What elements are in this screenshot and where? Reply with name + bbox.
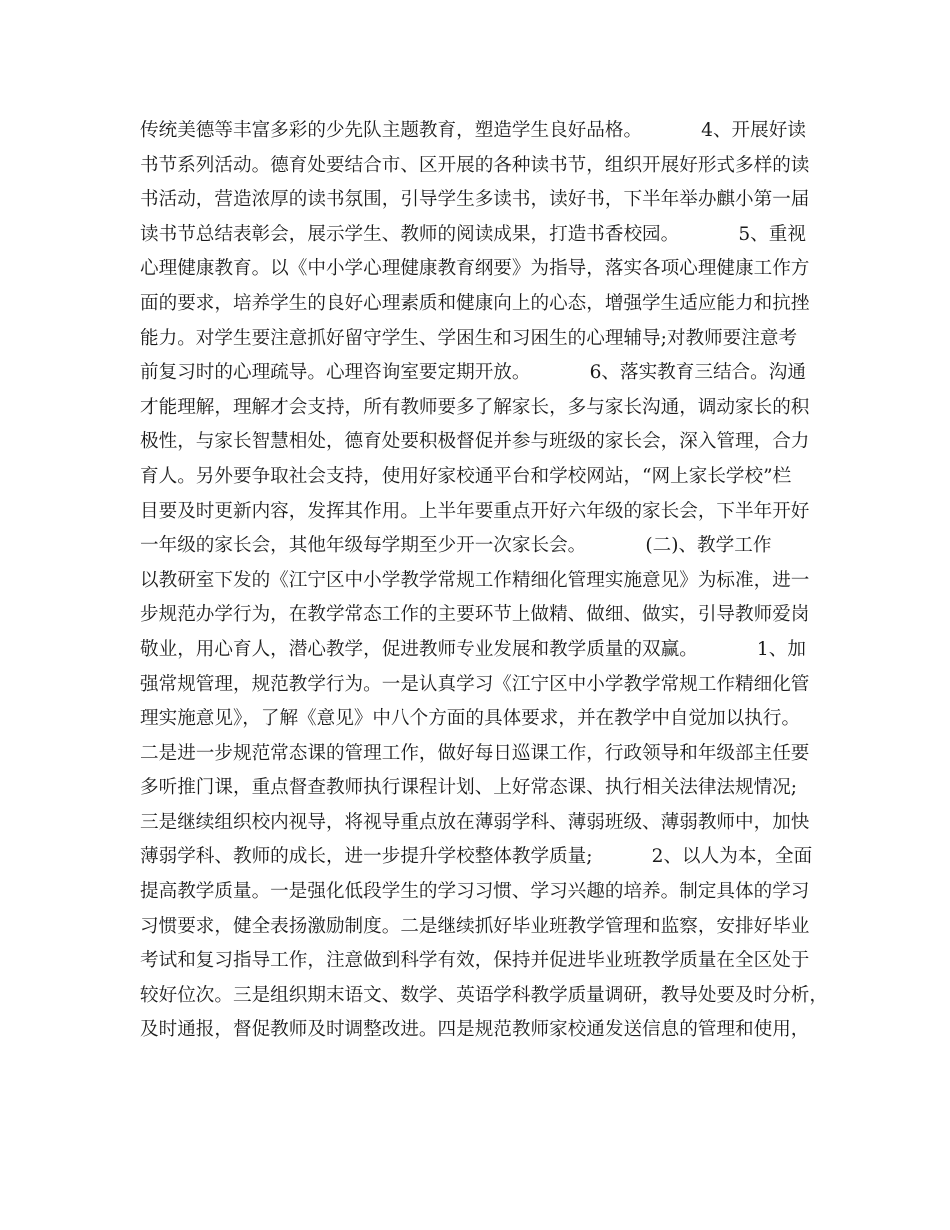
text-line: 目要及时更新内容，发挥其作用。上半年要重点开好六年级的家长会，下半年开好 <box>140 500 810 522</box>
text-line: 书活动，营造浓厚的读书氛围，引导学生多读书，读好书，下半年举办麒小第一届 <box>140 189 810 211</box>
text-line: 多听推门课，重点督查教师执行课程计划、上好常态课、执行相关法律法规情况; <box>140 777 798 799</box>
text-line: 育人。另外要争取社会支持，使用好家校通平台和学校网站，“网上家长学校”栏 <box>140 465 792 487</box>
text-line: 三是继续组织校内视导，将视导重点放在薄弱学科、薄弱班级、薄弱教师中，加快 <box>140 811 810 833</box>
text-line: 心理健康教育。以《中小学心理健康教育纲要》为指导，落实各项心理健康工作方 <box>140 258 810 280</box>
text-line: 步规范办学行为，在教学常态工作的主要环节上做精、做细、做实，引导教师爱岗 <box>140 604 810 626</box>
text-line: 以教研室下发的《江宁区中小学教学常规工作精细化管理实施意见》为标准，进一 <box>140 569 810 591</box>
text-line: 理实施意见》，了解《意见》中八个方面的具体要求，并在教学中自觉加以执行。 <box>140 708 801 730</box>
text-line: 一年级的家长会，其他年级每学期至少开一次家长会。 (二)、教学工作 <box>140 535 772 557</box>
text-line: 习惯要求，健全表扬激励制度。二是继续抓好毕业班教学管理和监察，安排好毕业 <box>140 915 810 937</box>
text-line: 前复习时的心理疏导。心理咨询室要定期开放。 6、落实教育三结合。沟通 <box>140 362 806 384</box>
text-line: 极性，与家长智慧相处，德育处要积极督促并参与班级的家长会，深入管理，合力 <box>140 431 810 453</box>
text-line: 传统美德等丰富多彩的少先队主题教育，塑造学生良好品格。 4、开展好读 <box>140 120 806 141</box>
text-line: 能力。对学生要注意抓好留守学生、学困生和习困生的心理辅导;对教师要注意考 <box>140 327 798 349</box>
text-line: 薄弱学科、教师的成长，进一步提升学校整体教学质量; 2、以人为本，全面 <box>140 846 813 868</box>
text-line: 考试和复习指导工作，注意做到科学有效，保持并促进毕业班教学质量在全区处于 <box>140 950 810 972</box>
text-line: 读书节总结表彰会，展示学生、教师的阅读成果，打造书香校园。 5、重视 <box>140 223 806 245</box>
text-line: 较好位次。三是组织期末语文、数学、英语学科教学质量调研，教导处要及时分析， <box>140 984 828 1006</box>
text-line: 书节系列活动。德育处要结合市、区开展的各种读书节，组织开展好形式多样的读 <box>140 154 810 176</box>
text-line: 强常规管理，规范教学行为。一是认真学习《江宁区中小学教学常规工作精细化管 <box>140 673 810 695</box>
text-line: 才能理解，理解才会支持，所有教师要多了解家长，多与家长沟通，调动家长的积 <box>140 396 810 418</box>
text-line: 提高教学质量。一是强化低段学生的学习习惯、学习兴趣的培养。制定具体的学习 <box>140 881 810 903</box>
text-line: 及时通报，督促教师及时调整改进。四是规范教师家校通发送信息的管理和使用， <box>140 1019 810 1041</box>
text-line: 面的要求，培养学生的良好心理素质和健康向上的心态，增强学生适应能力和抗挫 <box>140 292 810 314</box>
text-line: 敬业，用心育人，潜心教学，促进教师专业发展和教学质量的双赢。 1、加 <box>140 638 806 660</box>
text-line: 二是进一步规范常态课的管理工作，做好每日巡课工作，行政领导和年级部主任要 <box>140 742 810 764</box>
body-text <box>140 114 830 1048</box>
